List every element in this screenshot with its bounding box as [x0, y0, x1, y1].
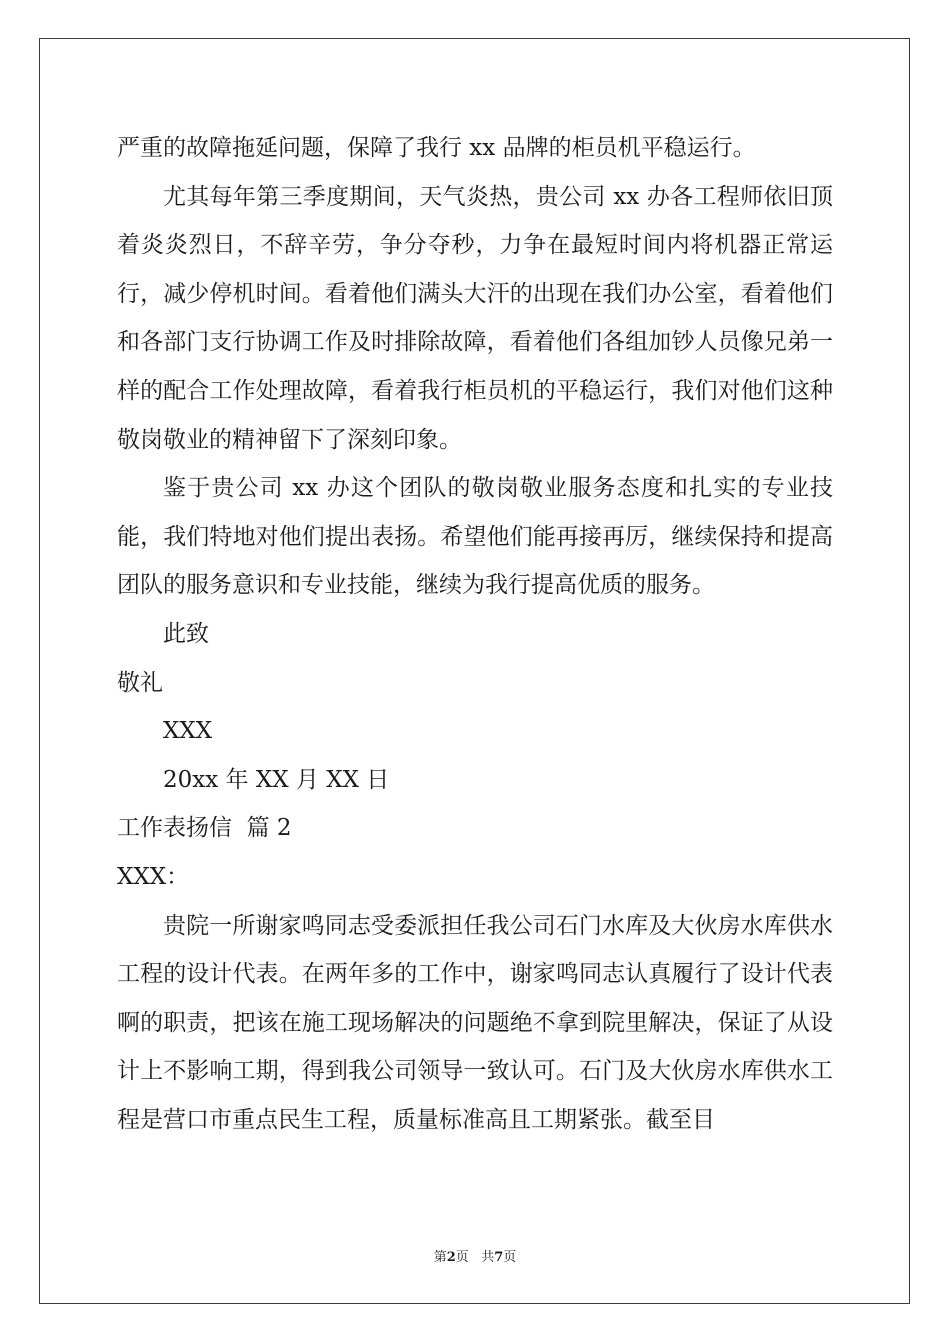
page-footer [0, 1246, 950, 1265]
letter-date: 20xx 年 XX 月 XX 日 [163, 766, 390, 793]
document-body [117, 124, 833, 1144]
closing-jingli: 敬礼 [117, 669, 163, 696]
signature: XXX [163, 718, 213, 745]
paragraph-commendation: 鉴于贵公司 xx 办这个团队的敬岗敬业服务态度和扎实的专业技能，我们特地对他们提出表扬。希望他们能再接再厉，继续保持和提高团队的服务意识和专业技能，继续为我行提高优质的服务。 [117, 475, 833, 599]
footer-prefix: 第 [433, 1250, 447, 1265]
footer-mid: 页 共 [455, 1250, 495, 1265]
section-title: 工作表扬信 篇 2 [117, 815, 292, 842]
paragraph-continuation: 严重的故障拖延问题，保障了我行 xx 品牌的柜员机平稳运行。 [117, 135, 756, 161]
footer-suffix: 页 [503, 1250, 517, 1265]
footer-page-number: 2 [446, 1250, 456, 1265]
paragraph-engineers: 尤其每年第三季度期间，天气炎热，贵公司 xx 办各工程师依旧顶着炎炎烈日，不辞辛劳，争分夺秒，力争在最短时间内将机器正常运行，减少停机时间。看着他们满头大汗的出现在我们办公室，看着他们和各部门支行协调工作及时排除故障，看着他们各组加钞人员像兄弟一样的配合工作处理故障，看着我行柜员机的平稳运行，我们对他们这种敬岗敬业的精神留下了深刻印象。 [117, 183, 833, 453]
footer-total-pages: 7 [494, 1250, 504, 1265]
closing-cizhi: 此致 [163, 620, 209, 647]
paragraph-design-rep: 贵院一所谢家鸣同志受委派担任我公司石门水库及大伙房水库供水工程的设计代表。在两年多的工作中，谢家鸣同志认真履行了设计代表啊的职责，把该在施工现场解决的问题绝不拿到院里解决，保证了从设计上不影响工期，得到我公司领导一致认可。石门及大伙房水库供水工程是营口市重点民生工程，质量标准高且工期紧张。截至目 [117, 912, 833, 1133]
salutation: XXX： [117, 863, 190, 890]
